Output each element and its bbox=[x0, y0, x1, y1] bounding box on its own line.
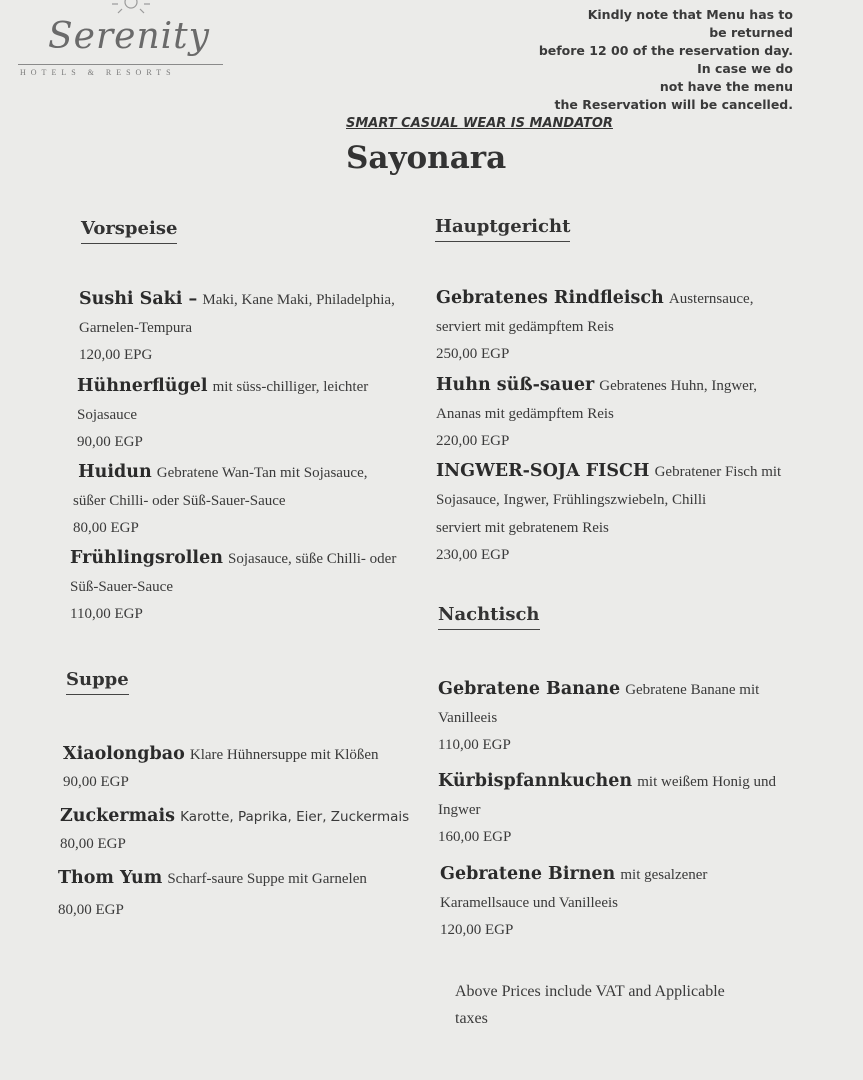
item-description: Gebratenes Huhn, Ingwer, bbox=[599, 378, 757, 394]
item-description-cont: serviert mit gebratenem Reis bbox=[436, 520, 609, 536]
item-description: mit weißem Honig und bbox=[637, 774, 776, 790]
section-title-nachtisch: Nachtisch bbox=[438, 604, 540, 630]
item-description: Klare Hühnersuppe mit Klößen bbox=[189, 747, 379, 763]
menu-item bbox=[438, 767, 838, 850]
notice-line: In case we do bbox=[697, 61, 793, 76]
item-description-cont: Ingwer bbox=[438, 802, 481, 818]
item-description: Gebratene Banane mit bbox=[625, 682, 760, 698]
item-description-cont: Sojasauce bbox=[77, 407, 137, 423]
item-name: Sushi Saki – bbox=[79, 289, 198, 309]
item-description: Gebratener Fisch mit bbox=[654, 464, 782, 480]
item-price: 110,00 EGP bbox=[70, 606, 143, 622]
notice-line: not have the menu bbox=[659, 79, 793, 94]
item-name: Hühnerflügel bbox=[77, 376, 208, 396]
item-price: 90,00 EGP bbox=[63, 774, 129, 790]
menu-item bbox=[79, 285, 459, 368]
menu-item bbox=[436, 371, 836, 454]
menu-item bbox=[438, 675, 838, 758]
item-name: Thom Yum bbox=[58, 868, 163, 888]
dresscode-note: SMART CASUAL WEAR IS MANDATOR bbox=[346, 116, 613, 131]
item-description: Karotte, Paprika, Eier, Zuckermais bbox=[180, 809, 410, 825]
item-name: Xiaolongbao bbox=[63, 744, 185, 764]
item-description-cont: serviert mit gedämpftem Reis bbox=[436, 319, 614, 335]
section-title-vorspeise: Vorspeise bbox=[81, 218, 177, 244]
menu-item bbox=[436, 284, 836, 367]
notice-line: before 12 00 of the reservation day. bbox=[538, 43, 793, 58]
item-price: 80,00 EGP bbox=[73, 520, 139, 536]
section-title-hauptgericht: Hauptgericht bbox=[435, 216, 570, 242]
item-description-cont: Süß-Sauer-Sauce bbox=[70, 579, 174, 595]
item-price: 230,00 EGP bbox=[436, 547, 510, 563]
item-description-cont: Ananas mit gedämpftem Reis bbox=[436, 406, 614, 422]
menu-item bbox=[70, 544, 450, 627]
item-description: mit süss-chilliger, leichter bbox=[212, 379, 369, 395]
item-description: Gebratene Wan-Tan mit Sojasauce, bbox=[156, 465, 368, 481]
item-name: Zuckermais bbox=[60, 806, 175, 826]
notice-line: the Reservation will be cancelled. bbox=[554, 97, 793, 112]
menu-item bbox=[73, 458, 453, 541]
hotel-logo bbox=[18, 0, 233, 84]
reservation-notice bbox=[493, 6, 793, 114]
item-price: 160,00 EGP bbox=[438, 829, 512, 845]
item-description: Maki, Kane Maki, Philadelphia, bbox=[202, 292, 395, 308]
item-description-cont: Karamellsauce und Vanilleeis bbox=[440, 895, 618, 911]
item-name: Gebratenes Rindfleisch bbox=[436, 288, 664, 308]
vat-note bbox=[455, 978, 795, 1032]
menu-item bbox=[436, 457, 836, 568]
vat-note-line: taxes bbox=[455, 1010, 488, 1027]
item-price: 220,00 EGP bbox=[436, 433, 510, 449]
item-name: Huhn süß-sauer bbox=[436, 375, 595, 395]
item-name: Kürbispfannkuchen bbox=[438, 771, 633, 791]
item-description: Austernsauce, bbox=[668, 291, 754, 307]
item-price: 80,00 EGP bbox=[60, 836, 126, 852]
notice-line: be returned bbox=[709, 25, 793, 40]
menu-item bbox=[63, 740, 443, 795]
item-price: 110,00 EGP bbox=[438, 737, 511, 753]
item-name: Huidun bbox=[78, 462, 152, 482]
item-price: 80,00 EGP bbox=[58, 902, 124, 918]
item-name: INGWER-SOJA FISCH bbox=[436, 461, 650, 481]
item-name: Frühlingsrollen bbox=[70, 548, 223, 568]
menu-item bbox=[440, 860, 840, 943]
item-name: Gebratene Birnen bbox=[440, 864, 616, 884]
vat-note-line: Above Prices include VAT and Applicable bbox=[455, 983, 725, 1000]
menu-item bbox=[77, 372, 457, 455]
item-description-cont: Garnelen-Tempura bbox=[79, 320, 193, 336]
page-title: Sayonara bbox=[346, 140, 507, 176]
item-price: 120,00 EPG bbox=[79, 347, 153, 363]
item-description-cont: süßer Chilli- oder Süß-Sauer-Sauce bbox=[73, 493, 286, 509]
item-name: Gebratene Banane bbox=[438, 679, 621, 699]
logo-subtitle: HOTELS & RESORTS bbox=[20, 68, 176, 77]
item-price: 250,00 EGP bbox=[436, 346, 510, 362]
menu-item bbox=[58, 864, 438, 923]
notice-line: Kindly note that Menu has to bbox=[587, 7, 793, 22]
logo-divider bbox=[18, 64, 223, 65]
section-title-suppe: Suppe bbox=[66, 669, 129, 695]
item-price: 90,00 EGP bbox=[77, 434, 143, 450]
item-description: Scharf-saure Suppe mit Garnelen bbox=[167, 871, 367, 887]
item-description-cont: Sojasauce, Ingwer, Frühlingszwiebeln, Chilli bbox=[436, 492, 707, 508]
item-price: 120,00 EGP bbox=[440, 922, 514, 938]
logo-wordmark: Serenity bbox=[48, 16, 210, 57]
item-description-cont: Vanilleeis bbox=[438, 710, 498, 726]
item-description: Sojasauce, süße Chilli- oder bbox=[228, 551, 397, 567]
item-description: mit gesalzener bbox=[620, 867, 708, 883]
menu-item bbox=[60, 802, 440, 857]
